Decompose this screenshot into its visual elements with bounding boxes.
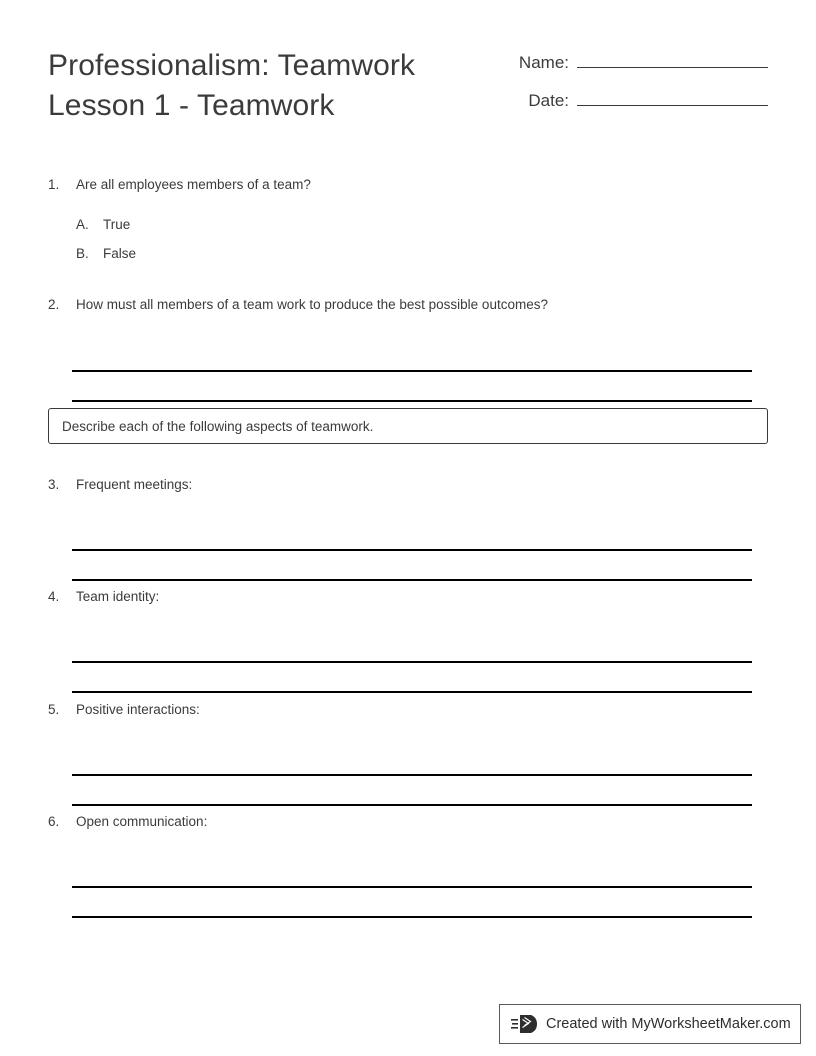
question-1-choices: [76, 215, 768, 273]
question-6-prompt: [48, 812, 768, 832]
date-field-row: [500, 88, 768, 126]
question-6-answer-area[interactable]: [72, 858, 752, 918]
worksheet-header: [48, 44, 768, 126]
question-2: [48, 295, 768, 402]
choice-b-letter: B.: [76, 246, 89, 261]
choice-a[interactable]: [76, 215, 768, 244]
date-input[interactable]: [577, 88, 768, 106]
question-3-text: Frequent meetings:: [76, 477, 193, 492]
question-2-answer-area[interactable]: [72, 342, 752, 402]
question-2-text: How must all members of a team work to produce the best possible outcomes?: [76, 297, 548, 312]
name-input[interactable]: [577, 50, 768, 68]
question-3-prompt: [48, 475, 768, 495]
question-6: [48, 812, 768, 918]
page-title-line-2: Lesson 1 - Teamwork: [48, 89, 335, 122]
instruction-box: [48, 408, 768, 444]
answer-line[interactable]: [72, 776, 752, 806]
question-3: [48, 475, 768, 581]
question-4-prompt: [48, 587, 768, 607]
answer-line[interactable]: [72, 372, 752, 402]
question-2-number: 2.: [48, 297, 60, 312]
choice-a-letter: A.: [76, 217, 89, 232]
answer-line[interactable]: [72, 858, 752, 888]
question-5-prompt: [48, 700, 768, 720]
question-5-text: Positive interactions:: [76, 702, 200, 717]
question-2-prompt: [48, 295, 768, 315]
answer-line[interactable]: [72, 888, 752, 918]
question-3-answer-area[interactable]: [72, 521, 752, 581]
choice-a-label: True: [103, 217, 131, 232]
choice-b[interactable]: [76, 244, 768, 273]
question-1-number: 1.: [48, 177, 60, 192]
footer-attribution-badge[interactable]: [499, 1004, 801, 1044]
question-4-number: 4.: [48, 589, 60, 604]
question-1-text: Are all employees members of a team?: [76, 177, 311, 192]
question-5-number: 5.: [48, 702, 60, 717]
student-info-block: [500, 44, 768, 126]
question-1-prompt: [48, 175, 768, 195]
question-4-text: Team identity:: [76, 589, 160, 604]
question-4: [48, 587, 768, 693]
footer-attribution-text: Created with MyWorksheetMaker.com: [546, 1016, 791, 1032]
question-6-number: 6.: [48, 814, 60, 829]
question-4-answer-area[interactable]: [72, 633, 752, 693]
question-3-number: 3.: [48, 477, 60, 492]
question-5-answer-area[interactable]: [72, 746, 752, 806]
question-6-text: Open communication:: [76, 814, 208, 829]
instruction-text: Describe each of the following aspects of teamwork.: [62, 418, 374, 434]
date-label: Date:: [528, 91, 569, 110]
answer-line[interactable]: [72, 551, 752, 581]
answer-line[interactable]: [72, 342, 752, 372]
name-field-row: [500, 50, 768, 88]
page-title: [48, 44, 415, 126]
name-label: Name:: [518, 53, 569, 72]
answer-line[interactable]: [72, 663, 752, 693]
answer-line[interactable]: [72, 746, 752, 776]
choice-b-label: False: [103, 246, 137, 261]
page-title-line-1: Professionalism: Teamwork: [48, 49, 416, 82]
question-1: [48, 175, 768, 273]
answer-line[interactable]: [72, 521, 752, 551]
worksheet-maker-logo-icon: [511, 1012, 539, 1036]
question-5: [48, 700, 768, 806]
answer-line[interactable]: [72, 633, 752, 663]
